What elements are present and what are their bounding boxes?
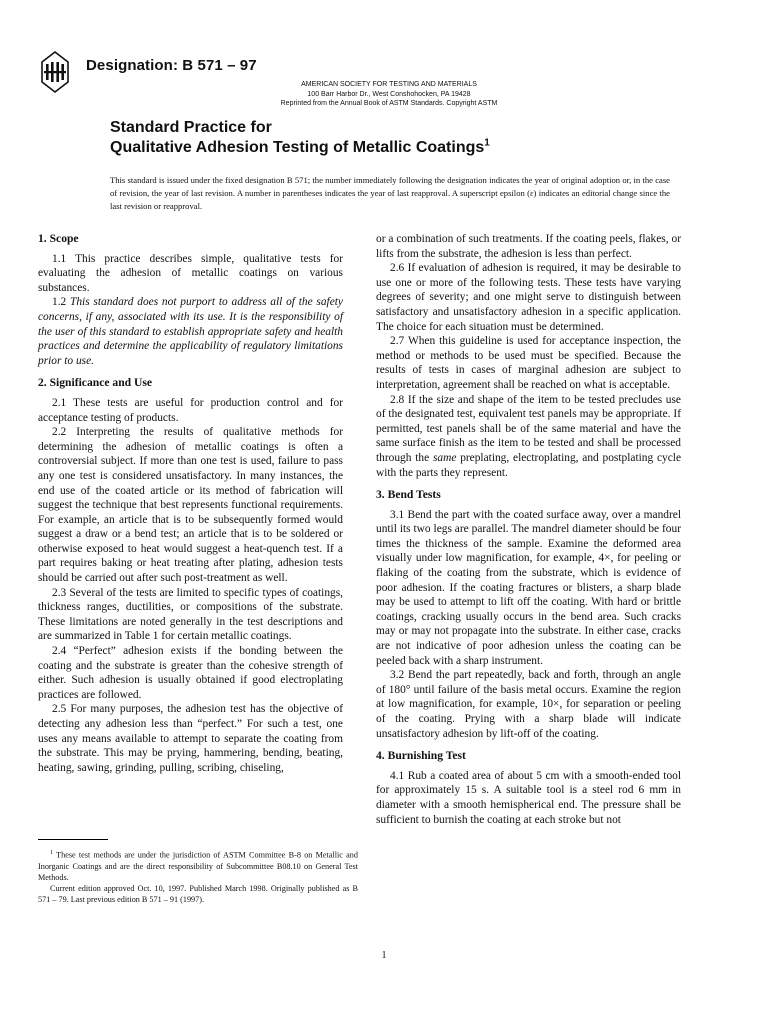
footnote-divider bbox=[38, 839, 108, 840]
right-column bbox=[376, 232, 681, 827]
designation: Designation: B 571 – 97 bbox=[86, 57, 257, 74]
paragraph-2-5: 2.5 For many purposes, the adhesion test has the objective of detecting any adhesion less than “perfect.” For such a test, one uses any means available to attempt to separate the coating from the substrate. This may be prying, hammering, bending, beating, heating, sawing, grinding, pulling, scribing, chiseling, bbox=[38, 703, 343, 774]
paragraph-4-1: 4.1 Rub a coated area of about 5 cm with a smooth-ended tool for approximately 15 s. A suitable tool is a steel rod 6 mm in diameter with a smooth hemispherical end. The pressure shall be sufficient to burnish the coating at each stroke but not bbox=[376, 769, 681, 826]
paragraph-text: preplating, electroplating, and postplating cycle with the parts they represent. bbox=[376, 451, 681, 479]
section-heading-significance: 2. Significance and Use bbox=[38, 376, 153, 390]
left-column bbox=[38, 232, 343, 775]
paragraph-2-5-continued: or a combination of such treatments. If the coating peels, flakes, or lifts from the substrate, the adhesion is less than perfect. bbox=[376, 233, 681, 260]
paragraph-2-7: 2.7 When this guideline is used for acceptance inspection, the method or methods to be used must be specified. Because the results of tests in cases of marginal adhesion are subject to interpretation, agreement shall be reached on what is acceptable. bbox=[376, 335, 681, 391]
title-footnote-mark[interactable]: 1 bbox=[484, 137, 490, 149]
footnote-text: These test methods are under the jurisdiction of ASTM Committee B-8 on Metallic and Inorganic Coatings and are the direct responsibility of Subcommittee B08.10 on General Test Methods. bbox=[38, 850, 358, 882]
paragraph-text: 2.8 If the size and shape of the item to be tested precludes use of the designated test, equivalent test panels may be appropriate. If permitted, test panels shall be of the same material and have the same surface finish as the item to be tested and shall be processed through the bbox=[376, 393, 681, 464]
paragraph-2-2: 2.2 Interpreting the results of qualitative methods for determining the adhesion of metallic coatings is often a controversial subject. If more than one test is used, failure to pass any one test is considered unsatisfactory. In many instances, the end use of the coated article or its method of fabrication will suggest the technique that best represents functional requirements. For example, an article that is to be subsequently formed would suggest a draw or a bend test; an article that is to be soldered or otherwise exposed to heat would suggest a heat-quench test. If a part requires baking or heat treating after plating, adhesion tests should be carried out after such post-treatment as well. bbox=[38, 426, 343, 585]
paragraph-2-3: 2.3 Several of the tests are limited to specific types of coatings, thickness ranges, ductilities, or compositions of the substrate. These limitations are noted generally in the test descriptions and are summarized in Table 1 for certain metallic coatings. bbox=[38, 586, 343, 643]
paragraph-3-2: 3.2 Bend the part repeatedly, back and forth, through an angle of 180° until failure of the basis metal occurs. Examine the region at low magnification, for example, 10×, for separation or peeling of the coating. Prying with a sharp blade will indicate unsatisfactory adhesion by lift-off of the coating. bbox=[376, 669, 681, 740]
footnote-1 bbox=[38, 848, 358, 883]
paragraph-3-1: 3.1 Bend the part with the coated surface away, over a mandrel until its two legs are parallel. The mandrel diameter should be four times the thickness of the sample. Examine the deformed area visually under low magnification, for example, 4×, for peeling or flaking of the coating from the substrate, which is evidence of poor adhesion. If the coating fractures or blisters, a sharp blade may be used to attempt to lift off the coating. With hard or brittle coatings, cracking usually occurs in the bend area. Such cracks may or may not propagate into the substrate. In either case, cracks are not indicative of poor adhesion unless the coating can be peeled back with a sharp instrument. bbox=[376, 508, 681, 667]
title-text: Qualitative Adhesion Testing of Metallic Coatings bbox=[110, 139, 485, 156]
footnotes bbox=[38, 848, 358, 905]
paragraph-2-8 bbox=[376, 393, 681, 481]
publisher-info bbox=[0, 80, 768, 109]
emphasis-text: same bbox=[432, 451, 457, 464]
paragraph-2-6: 2.6 If evaluation of adhesion is required, it may be desirable to use one or more of the following tests. These tests have varying degrees of severity; and one might serve to distinguish between satisfactory and unsatisfactory adhesion in a specific application. The choice for each situation must be determined. bbox=[376, 262, 681, 333]
paragraph-1-1: 1.1 This practice describes simple, qualitative tests for evaluating the adhesion of metallic coatings on various substances. bbox=[38, 252, 343, 294]
section-heading-bend-tests: 3. Bend Tests bbox=[376, 488, 441, 502]
document-title bbox=[110, 118, 710, 158]
publisher-line: 100 Barr Harbor Dr., West Conshohocken, PA 19428 bbox=[307, 90, 471, 98]
section-heading-scope: 1. Scope bbox=[38, 232, 79, 245]
publisher-line: Reprinted from the Annual Book of ASTM Standards. Copyright ASTM bbox=[280, 100, 498, 107]
footnote-edition: Current edition approved Oct. 10, 1997. Published March 1998. Originally published as B 571 – 79. Last previous edition B 571 – 91 (1997). bbox=[38, 883, 358, 904]
safety-caveat: This standard does not purport to address all of the safety concerns, if any, associated with its use. It is the responsibility of the user of this standard to establish appropriate safety and health practices and determine the applicability of regulatory limitations prior to use. bbox=[38, 296, 343, 367]
title-line-2 bbox=[110, 138, 710, 158]
footnote-mark: 1 bbox=[50, 850, 53, 856]
paragraph-2-4: 2.4 “Perfect” adhesion exists if the bonding between the coating and the substrate is greater than the cohesive strength of either. Such adhesion is usually obtained if good electroplating practices are followed. bbox=[38, 645, 343, 701]
paragraph-1-2 bbox=[38, 295, 343, 368]
publisher-line: AMERICAN SOCIETY FOR TESTING AND MATERIALS bbox=[301, 81, 477, 88]
paragraph-2-1: 2.1 These tests are useful for production control and for acceptance testing of products. bbox=[38, 396, 343, 424]
page-number: 1 bbox=[381, 950, 387, 961]
issuance-note: This standard is issued under the fixed designation B 571; the number immediately following the designation indicates the year of original adoption or, in the case of revision, the year of last revision. A number in parentheses indicates the year of last reapproval. A superscript epsilon (ε) indicates an editorial change since the last revision or reapproval. bbox=[110, 175, 670, 211]
title-line-1: Standard Practice for bbox=[110, 119, 272, 136]
section-heading-burnishing: 4. Burnishing Test bbox=[376, 749, 466, 763]
paragraph-number: 1.2 bbox=[52, 296, 71, 309]
